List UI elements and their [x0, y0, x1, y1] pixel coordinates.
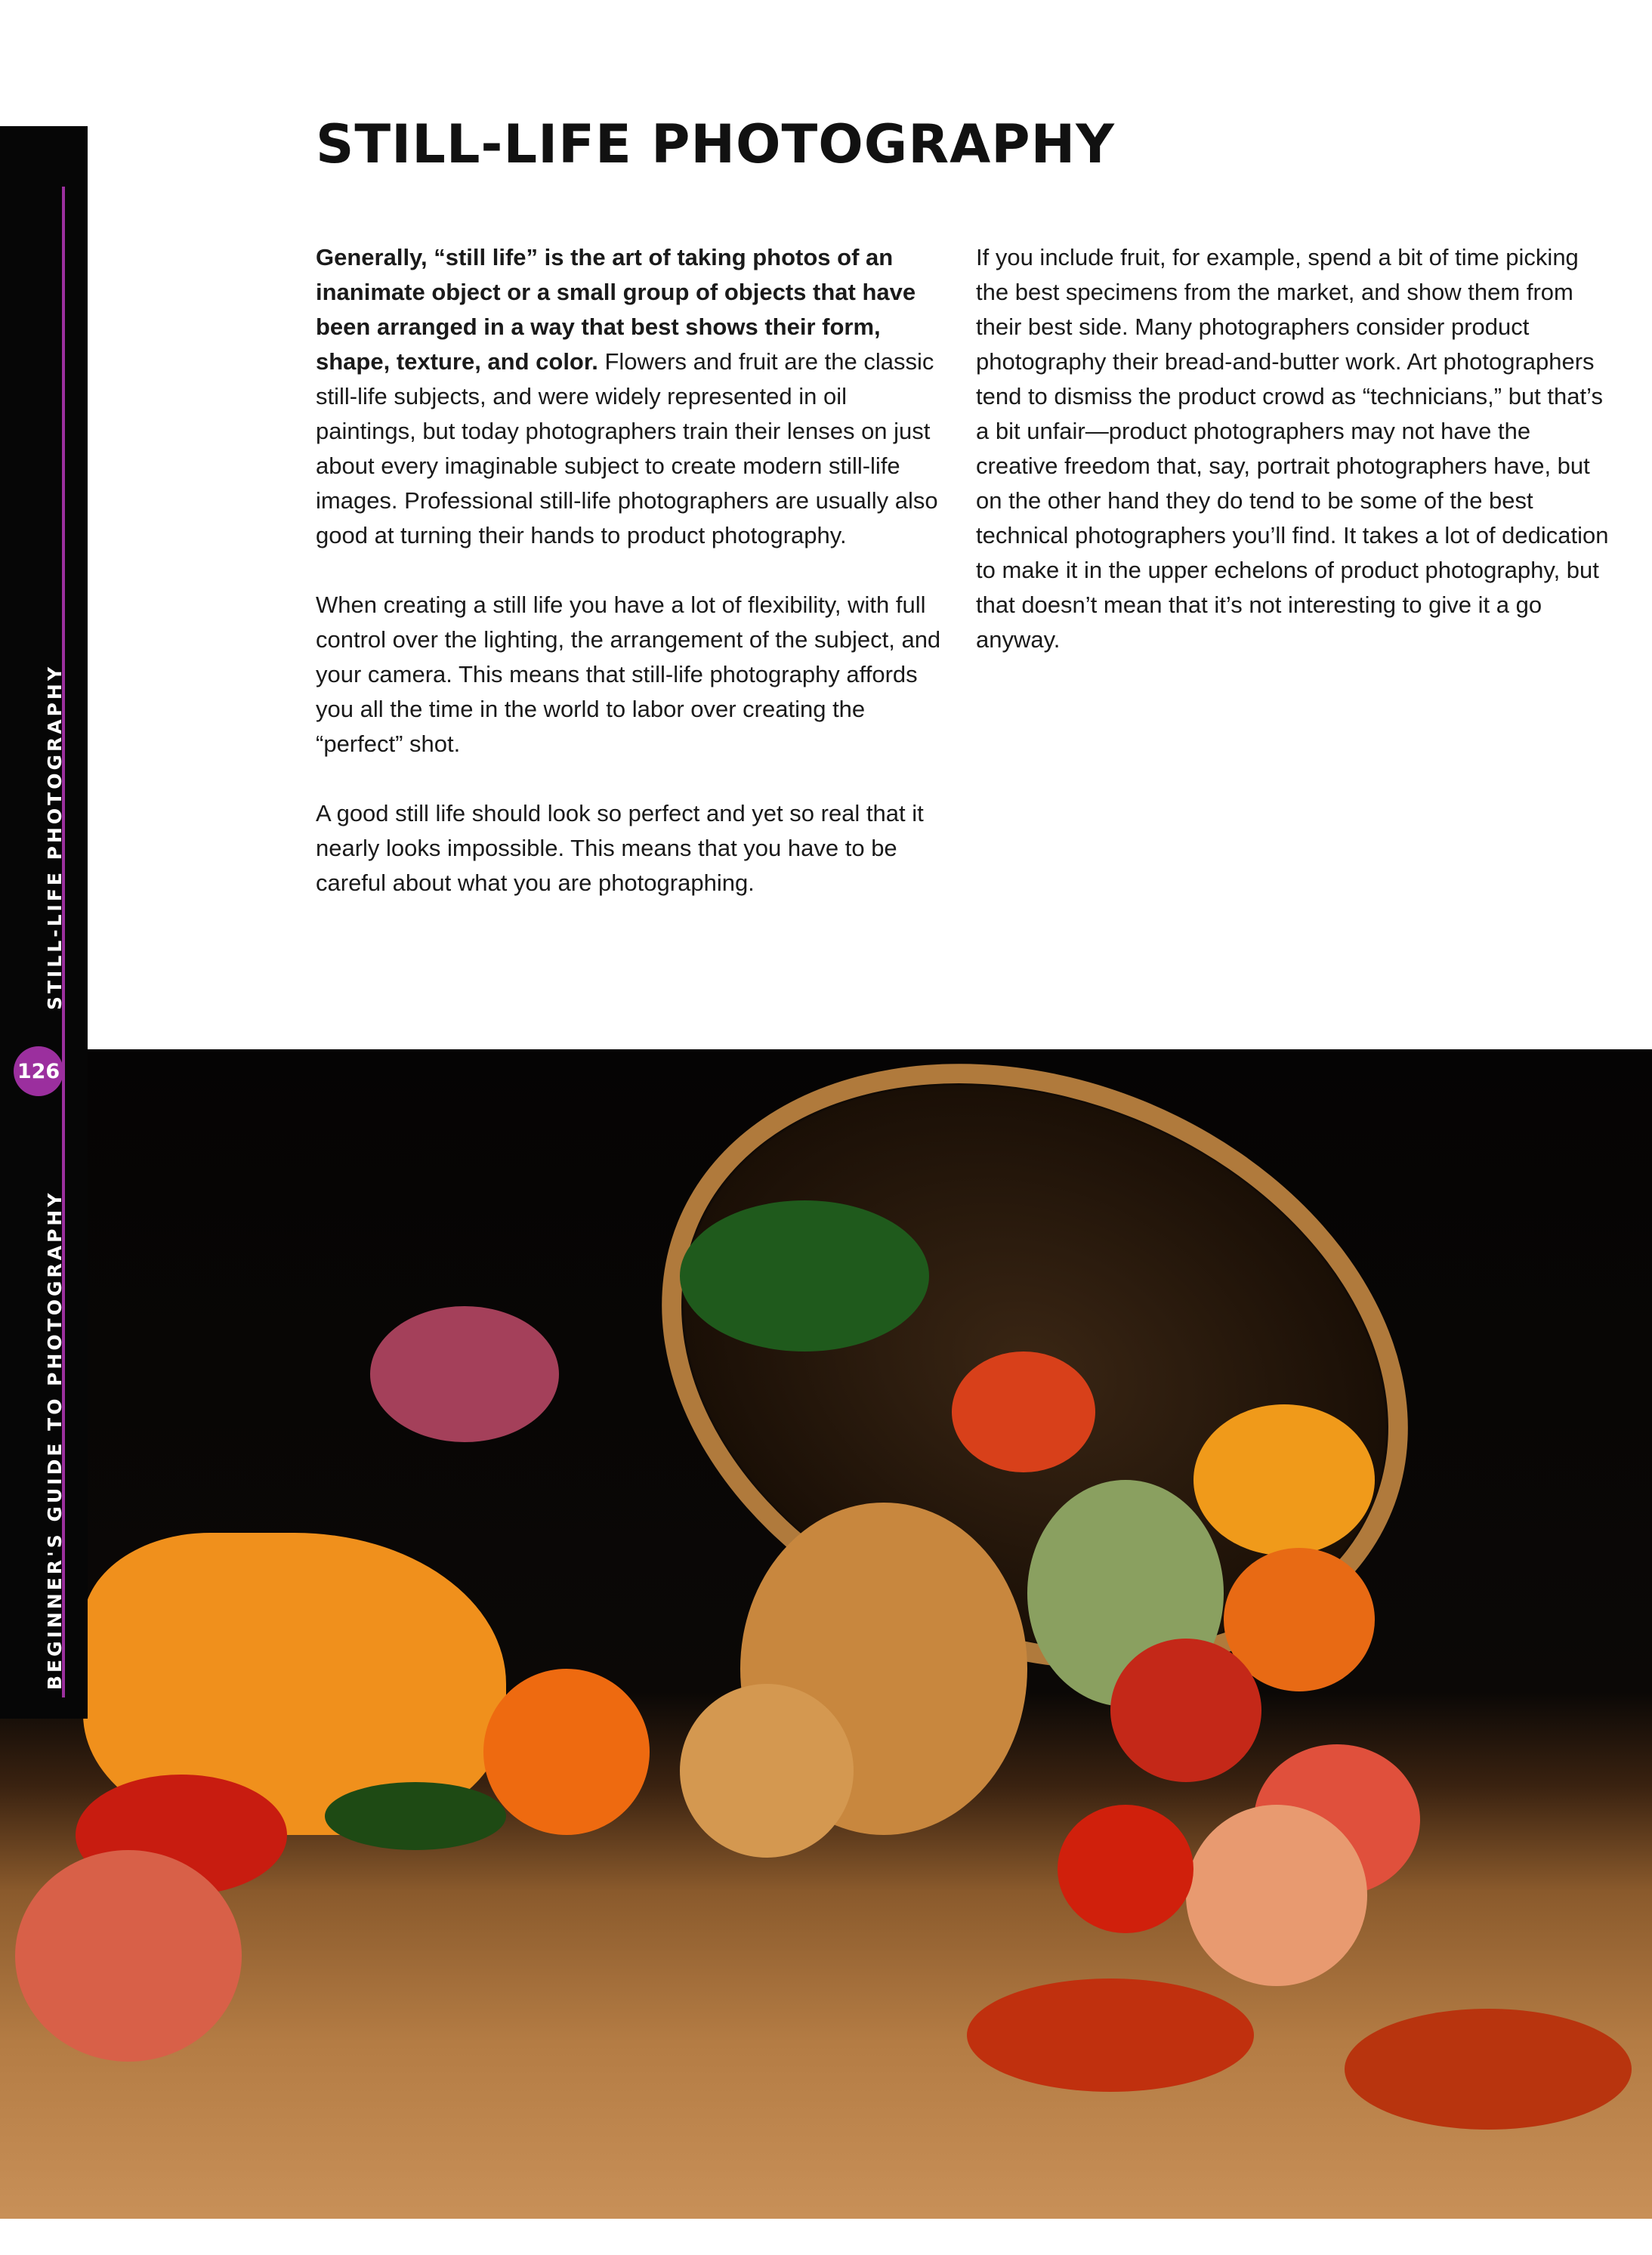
- sidebar-book-title: BEGINNER'S GUIDE TO PHOTOGRAPHY: [44, 1190, 66, 1690]
- pepper-red: [952, 1351, 1095, 1472]
- cucumber: [325, 1782, 506, 1850]
- left-column: [316, 240, 943, 935]
- lettuce: [680, 1200, 929, 1351]
- paragraph-3: A good still life should look so perfect and yet so real that it nearly looks impossible. This means that you have to be careful about what you are photographing.: [316, 800, 924, 896]
- pepper-yellow: [1193, 1404, 1375, 1555]
- intro-text: Flowers and fruit are the classic still-life subjects, and were widely represented in oil paintings, but today photographers train their lenses on just about every imaginable subject to create modern still-life images. Professional still-life photographers are usually also good at turning their hands to product photography.: [316, 348, 938, 548]
- apple-left: [15, 1850, 242, 2062]
- paragraph-2: When creating a still life you have a lot of flexibility, with full control over the lighting, the arrangement of the subject, and your camera. This means that still-life photography affords you all the time in the world to labor over creating the “perfect” shot.: [316, 592, 941, 757]
- paragraph-4: If you include fruit, for example, spend a bit of time picking the best specimens from the market, and show them from their best side. Many photographers consider product photography their bread-and-butter work. Art photographers tend to dismiss the product crowd as “technicians,” but that’s a bit unfair—product photographers may not have the creative freedom that, say, portrait photographers have, but on the other hand they do tend to be some of the best technical photographers you’ll find. It takes a lot of dedication to make it in the upper echelons of product photography, but that doesn’t mean that it’s not interesting to give it a go anyway.: [976, 244, 1609, 653]
- right-column: [976, 240, 1610, 692]
- autumn-leaf: [967, 1979, 1254, 2092]
- onion-large: [680, 1684, 854, 1858]
- apple-center: [1186, 1805, 1367, 1986]
- sidebar-tab: [0, 126, 88, 1719]
- tomato: [1058, 1805, 1193, 1933]
- autumn-leaf-right: [1345, 2009, 1632, 2130]
- page-number-badge: 126: [14, 1046, 63, 1096]
- sidebar-section-title: STILL-LIFE PHOTOGRAPHY: [44, 664, 66, 1010]
- intro-bold-text: Generally, “still life” is the art of taking photos of an inanimate object or a small group of objects that have been arranged in a way that best shows their form, shape, texture, and color.: [316, 244, 916, 375]
- intro-paragraph: [316, 240, 943, 553]
- still-life-photo: [0, 1049, 1652, 2219]
- flowers: [370, 1306, 559, 1442]
- page-title: STILL-LIFE PHOTOGRAPHY: [316, 113, 1115, 175]
- tangerine: [483, 1669, 650, 1835]
- red-apple: [1110, 1639, 1261, 1782]
